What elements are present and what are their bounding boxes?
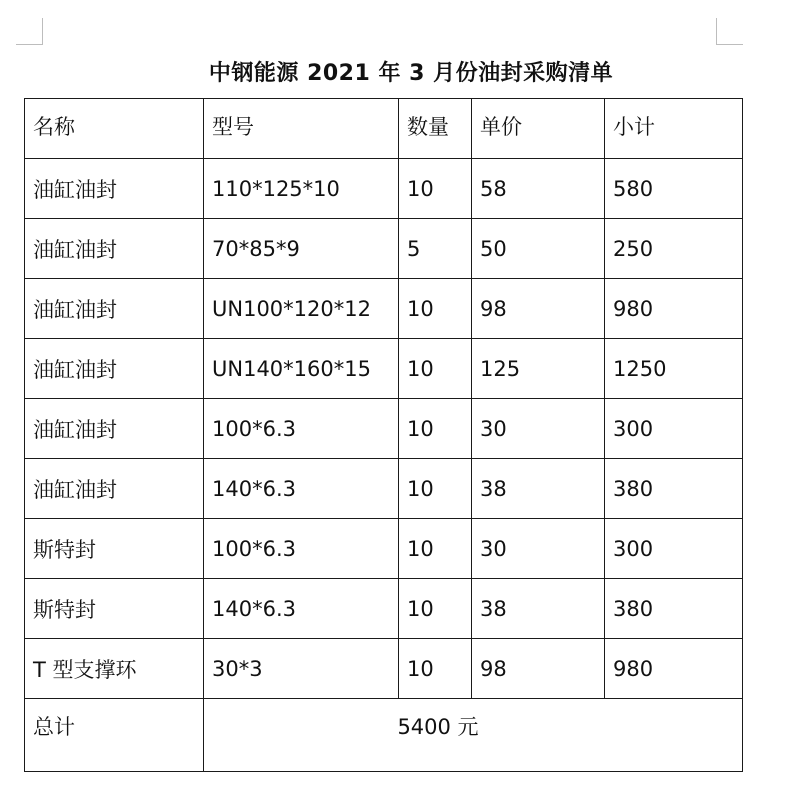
cell-quantity: 10 <box>399 459 472 519</box>
cell-subtotal: 380 <box>605 579 743 639</box>
cell-name: T 型支撑环 <box>25 639 204 699</box>
table-row <box>25 579 743 639</box>
cell-quantity: 10 <box>399 519 472 579</box>
total-value: 5400 元 <box>204 699 743 772</box>
table-row <box>25 639 743 699</box>
table-row <box>25 459 743 519</box>
cell-unit-price: 98 <box>472 279 605 339</box>
cell-model: 30*3 <box>204 639 399 699</box>
header-cell-subtotal: 小计 <box>605 99 743 159</box>
page-corner-mark-top-left <box>16 18 43 45</box>
cell-unit-price: 58 <box>472 159 605 219</box>
cell-quantity: 10 <box>399 279 472 339</box>
document-title: 中钢能源 2021 年 3 月份油封采购清单 <box>208 61 614 86</box>
cell-quantity: 10 <box>399 639 472 699</box>
cell-subtotal: 300 <box>605 399 743 459</box>
page-corner-mark-top-right <box>716 18 743 45</box>
cell-unit-price: 38 <box>472 459 605 519</box>
cell-unit-price: 98 <box>472 639 605 699</box>
cell-unit-price: 125 <box>472 339 605 399</box>
total-row <box>25 699 743 772</box>
cell-model: 70*85*9 <box>204 219 399 279</box>
table-header-row <box>25 99 743 159</box>
cell-subtotal: 380 <box>605 459 743 519</box>
cell-subtotal: 580 <box>605 159 743 219</box>
header-cell-model: 型号 <box>204 99 399 159</box>
table-row <box>25 399 743 459</box>
cell-subtotal: 980 <box>605 279 743 339</box>
cell-unit-price: 50 <box>472 219 605 279</box>
cell-name: 斯特封 <box>25 519 204 579</box>
cell-subtotal: 980 <box>605 639 743 699</box>
cell-model: 140*6.3 <box>204 579 399 639</box>
total-label: 总计 <box>25 699 204 772</box>
cell-unit-price: 30 <box>472 399 605 459</box>
cell-subtotal: 1250 <box>605 339 743 399</box>
table-row <box>25 279 743 339</box>
table-row <box>25 159 743 219</box>
cell-name: 油缸油封 <box>25 219 204 279</box>
cell-name: 油缸油封 <box>25 279 204 339</box>
cell-model: 100*6.3 <box>204 399 399 459</box>
cell-name: 油缸油封 <box>25 399 204 459</box>
cell-quantity: 10 <box>399 159 472 219</box>
cell-quantity: 10 <box>399 579 472 639</box>
table-row <box>25 219 743 279</box>
cell-model: 110*125*10 <box>204 159 399 219</box>
cell-subtotal: 250 <box>605 219 743 279</box>
cell-subtotal: 300 <box>605 519 743 579</box>
table-row <box>25 339 743 399</box>
header-cell-quantity: 数量 <box>399 99 472 159</box>
cell-quantity: 10 <box>399 339 472 399</box>
cell-name: 油缸油封 <box>25 159 204 219</box>
cell-name: 斯特封 <box>25 579 204 639</box>
cell-model: 100*6.3 <box>204 519 399 579</box>
cell-model: UN100*120*12 <box>204 279 399 339</box>
cell-name: 油缸油封 <box>25 459 204 519</box>
purchase-order-table <box>24 98 743 772</box>
cell-model: UN140*160*15 <box>204 339 399 399</box>
cell-name: 油缸油封 <box>25 339 204 399</box>
table-row <box>25 519 743 579</box>
cell-quantity: 10 <box>399 399 472 459</box>
cell-unit-price: 30 <box>472 519 605 579</box>
cell-quantity: 5 <box>399 219 472 279</box>
header-cell-unit-price: 单价 <box>472 99 605 159</box>
header-cell-name: 名称 <box>25 99 204 159</box>
cell-unit-price: 38 <box>472 579 605 639</box>
cell-model: 140*6.3 <box>204 459 399 519</box>
